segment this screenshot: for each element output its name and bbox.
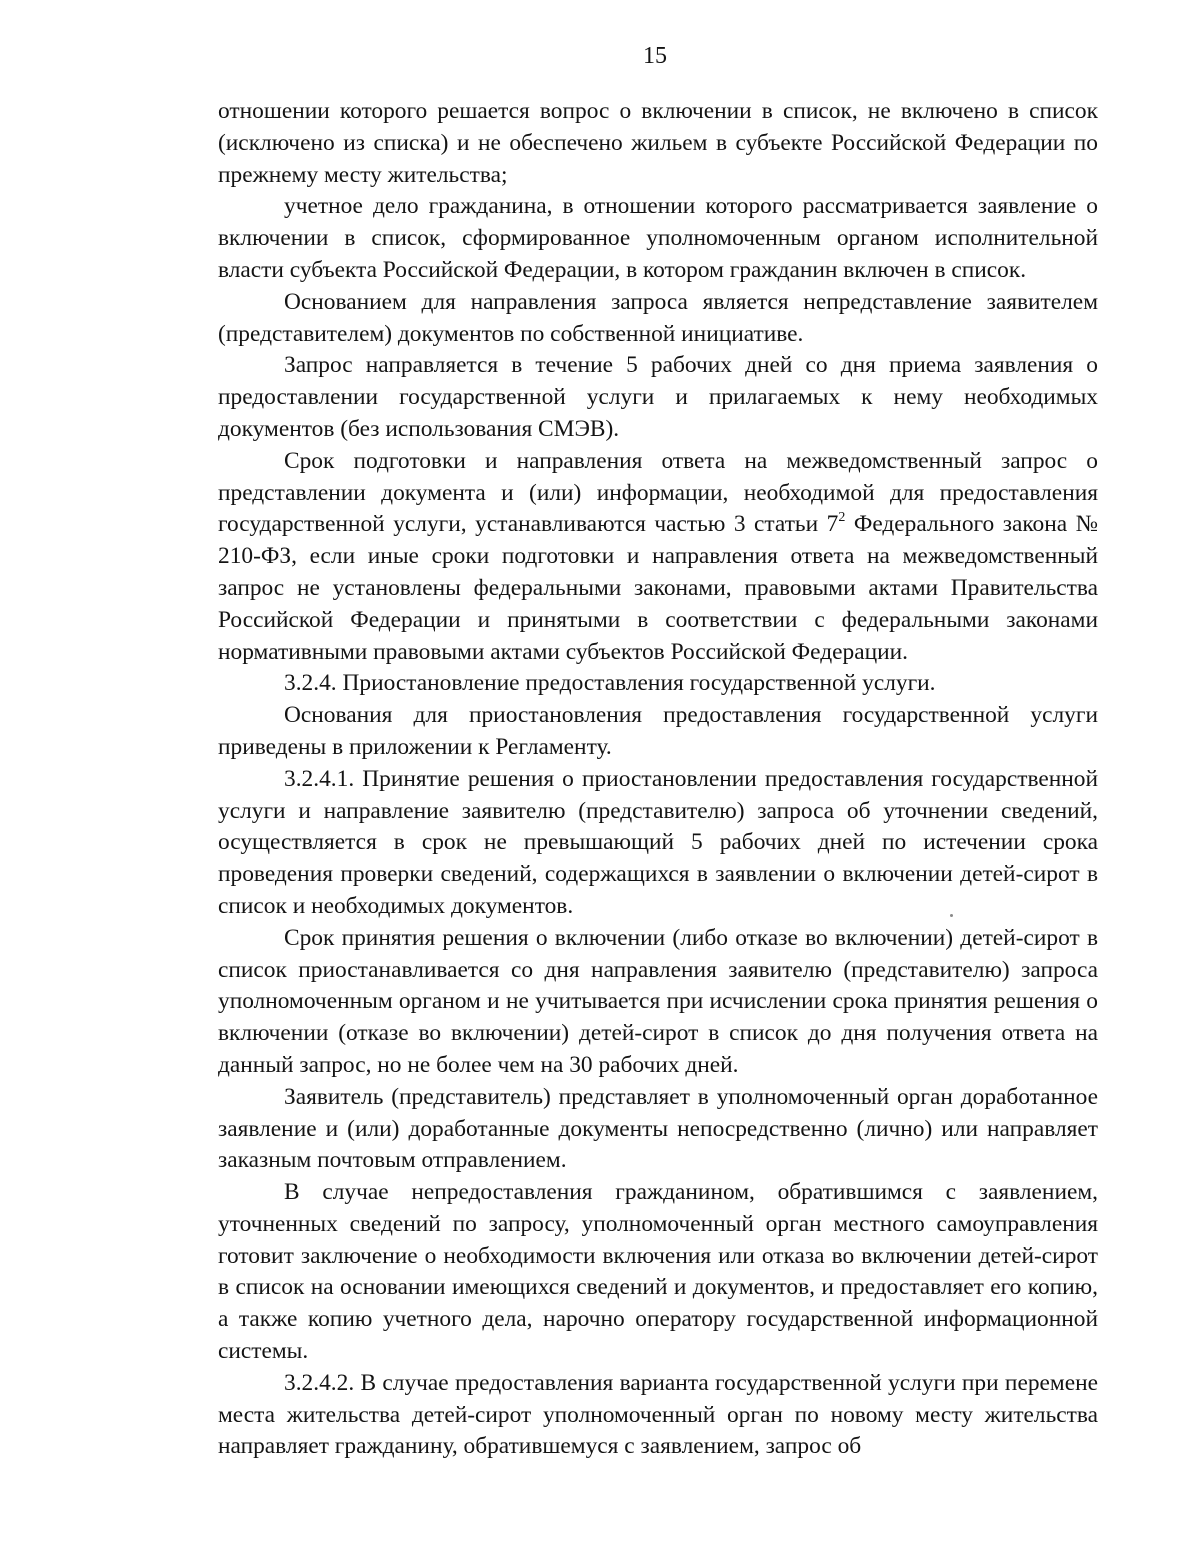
paragraph-3-2-4-1: 3.2.4.1. Принятие решения о приостановлении предоставления государственной услуги и направление заявителю (представителю) запроса об уточнении сведений, осуществляется в срок не превышающий 5 рабочих дней по истечении срока проведения проверки сведений, содержащихся в заявлении о включении детей-сирот в список и необходимых документов. (218, 765, 1098, 919)
paragraph-case-file: учетное дело гражданина, в отношении которого рассматривается заявление о включении в список, сформированное уполномоченным органом исполнительной власти субъекта Российской Федерации, в котором гражданин включен в список. (218, 193, 1098, 283)
response-deadline-text-start: Срок подготовки и направления ответа на межведомственный запрос о представлении документа и (или) информации, необходимой для предоставления государственной услуги, устанавливаются частью 3 статьи 7 (218, 447, 1098, 538)
document-body (218, 96, 1098, 1463)
paragraph-request-basis: Основанием для направления запроса является непредставление заявителем (представителем) документов по собственной инициативе. (218, 288, 1098, 347)
paragraph-revised-documents: Заявитель (представитель) представляет в уполномоченный орган доработанное заявление и (или) доработанные документы непосредственно (лично) или направляет заказным почтовым отправлением. (218, 1083, 1098, 1174)
section-heading-3-2-4: 3.2.4. Приостановление предоставления государственной услуги. (284, 670, 936, 697)
page-number: 15 (643, 43, 667, 69)
response-deadline-text-end: Федерального закона № 210-ФЗ, если иные сроки подготовки и направления ответа на межведомственный запрос не установлены федеральными законами, правовыми актами Правительства Российской Федерации и принятыми в соответствии с федеральными законами нормативными правовыми актами субъектов Российской Федерации. (218, 511, 1098, 665)
paragraph-non-submission: В случае непредоставления гражданином, обратившимся с заявлением, уточненных сведений по запросу, уполномоченный орган местного самоуправления готовит заключение о необходимости включения или отказа во включении детей-сирот в список на основании имеющихся сведений и документов, и предоставляет его копию, а также копию учетного дела, нарочно оператору государственной информационной системы. (218, 1179, 1098, 1365)
paragraph-request-timing: Запрос направляется в течение 5 рабочих дней со дня приема заявления о предоставлении государственной услуги и прилагаемых к нему необходимых документов (без использования СМЭВ). (218, 352, 1098, 442)
paragraph-suspension-grounds: Основания для приостановления предоставления государственной услуги приведены в приложении к Регламенту. (218, 702, 1098, 760)
article-superscript: 2 (838, 509, 846, 525)
paragraph-3-2-4-2: 3.2.4.2. В случае предоставления варианта государственной услуги при перемене места жительства детей-сирот уполномоченный орган по новому месту жительства направляет гражданину, обратившемуся с заявлением, запрос об (218, 1369, 1098, 1460)
paragraph-continuation: отношении которого решается вопрос о включении в список, не включено в список (исключено из списка) и не обеспечено жильем в субъекте Российской Федерации по прежнему месту жительства; (218, 98, 1098, 188)
paragraph-suspension-period: Срок принятия решения о включении (либо отказе во включении) детей-сирот в список приостанавливается со дня направления заявителю (представителю) запроса уполномоченным органом и не учитывается при исчислении срока принятия решения о включении (отказе во включении) детей-сирот в список до дня получения ответа на данный запрос, но не более чем на 30 рабочих дней. (218, 924, 1098, 1078)
scan-speck (950, 914, 953, 917)
paragraph-response-deadline (218, 446, 1098, 669)
